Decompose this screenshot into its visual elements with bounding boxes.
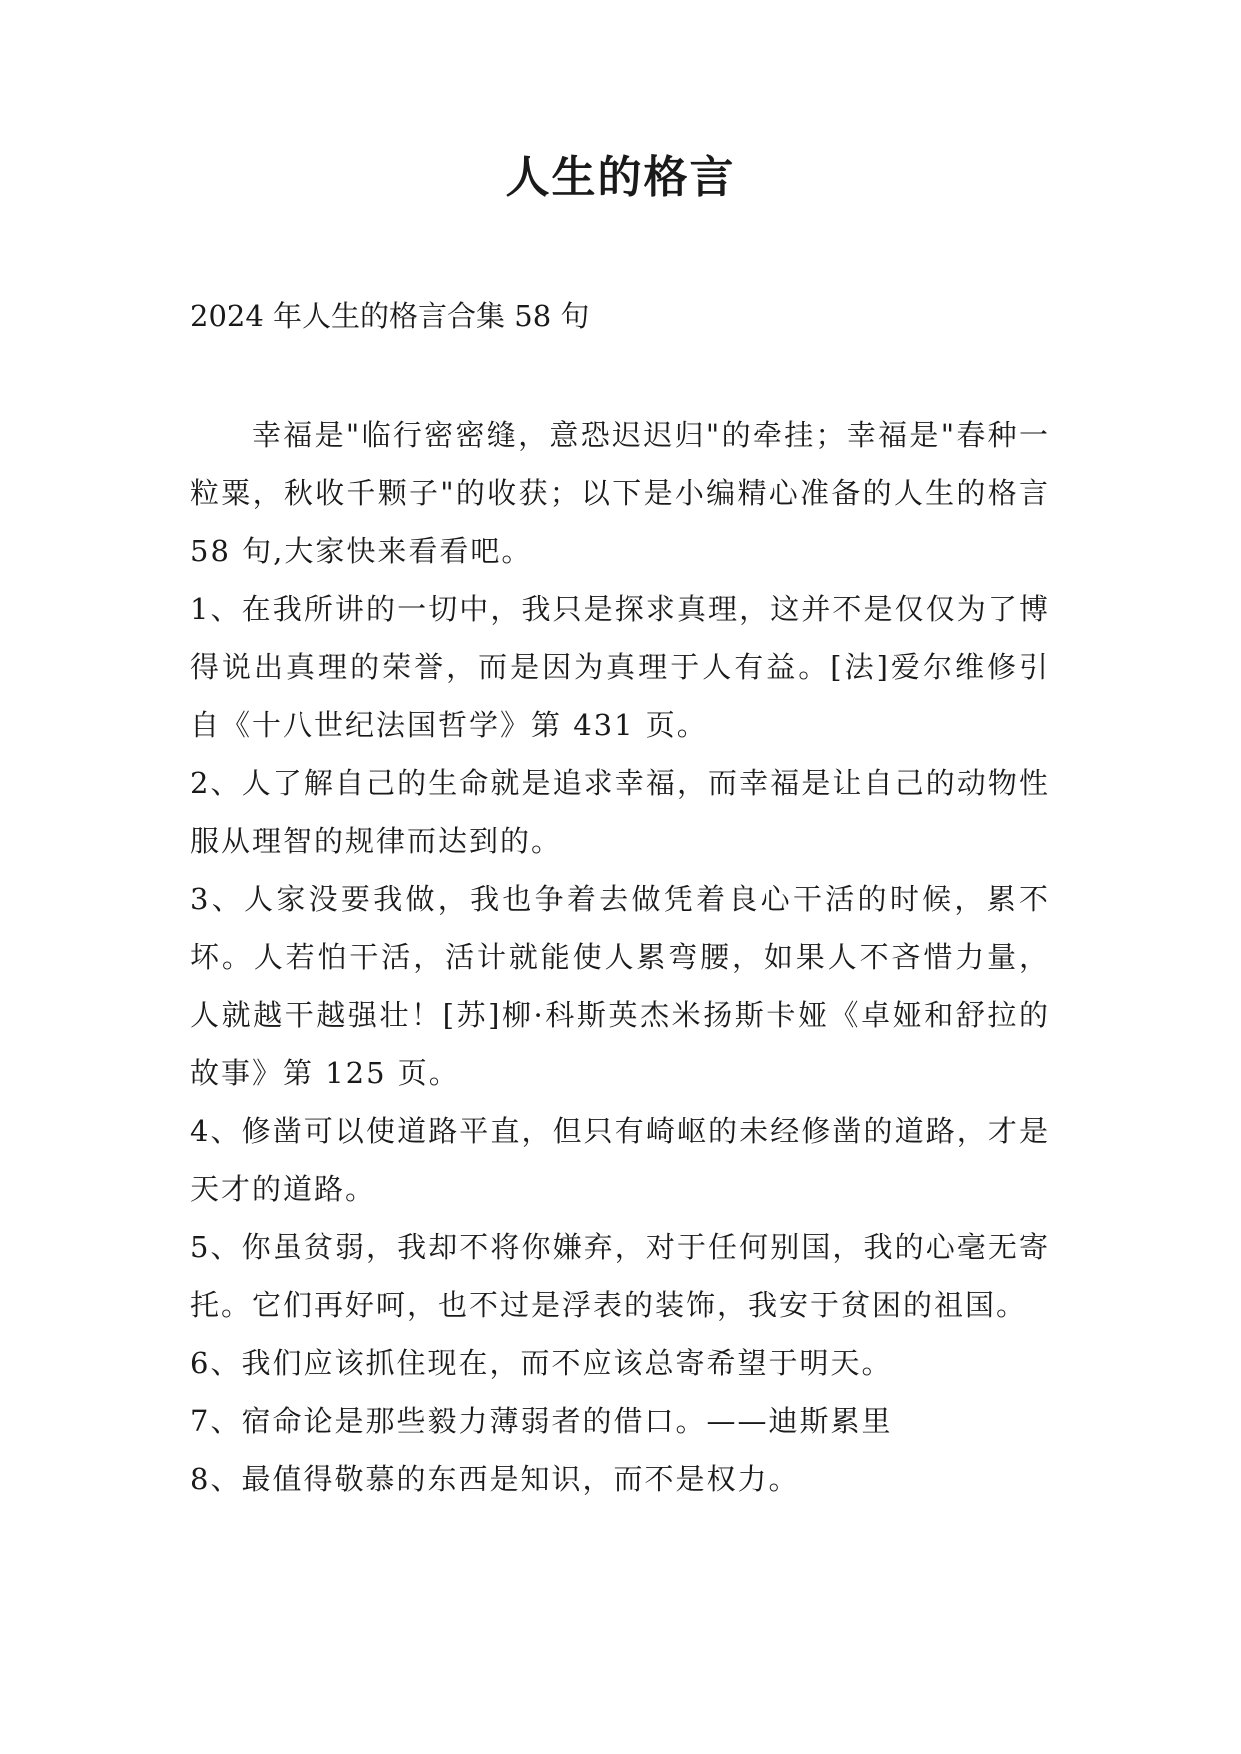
document-title: 人生的格言 <box>505 152 736 203</box>
quote-item-8: 8、最值得敬慕的东西是知识，而不是权力。 <box>190 1462 800 1496</box>
quote-item-6: 6、我们应该抓住现在，而不应该总寄希望于明天。 <box>190 1346 893 1380</box>
quote-item-4: 4、修凿可以使道路平直，但只有崎岖的未经修凿的道路，才是天才的道路。 <box>190 1114 1050 1206</box>
quote-item-3: 3、人家没要我做，我也争着去做凭着良心干活的时候，累不坏。人若怕干活，活计就能使人累弯腰，如果人不吝惜力量，人就越干越强壮！[苏]柳·科斯英杰米扬斯卡娅《卓娅和舒拉的故事》第 125 页。 <box>190 882 1050 1090</box>
quote-item-5: 5、你虽贫弱，我却不将你嫌弃，对于任何别国，我的心毫无寄托。它们再好呵，也不过是浮表的装饰，我安于贫困的祖国。 <box>190 1230 1050 1322</box>
intro-paragraph: 幸福是"临行密密缝，意恐迟迟归"的牵挂；幸福是"春种一粒粟，秋收千颗子"的收获；以下是小编精心准备的人生的格言 58 句,大家快来看看吧。 <box>190 418 1050 568</box>
quote-item-1: 1、在我所讲的一切中，我只是探求真理，这并不是仅仅为了博得说出真理的荣誉，而是因为真理于人有益。[法]爱尔维修引自《十八世纪法国哲学》第 431 页。 <box>190 592 1050 742</box>
quote-item-2: 2、人了解自己的生命就是追求幸福，而幸福是让自己的动物性服从理智的规律而达到的。 <box>190 766 1050 858</box>
document-subtitle: 2024 年人生的格言合集 58 句 <box>190 299 590 333</box>
document-body <box>190 406 1050 1508</box>
quote-item-7: 7、宿命论是那些毅力薄弱者的借口。——迪斯累里 <box>190 1404 893 1438</box>
